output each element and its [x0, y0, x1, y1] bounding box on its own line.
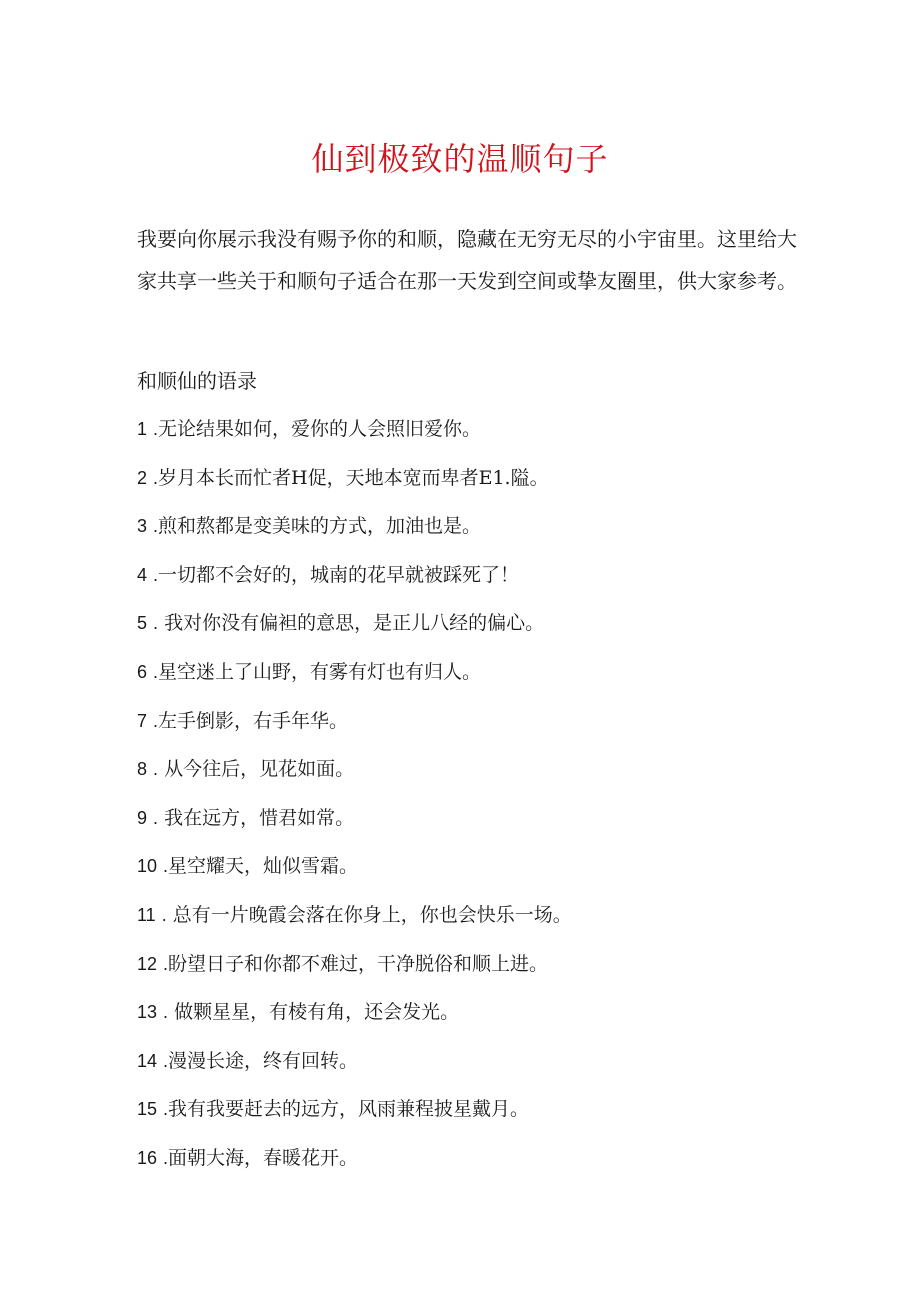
list-item-text: 面朝大海，春暖花开。 [168, 1146, 359, 1169]
list-item [137, 1046, 817, 1095]
list-item-number: 11 [137, 904, 156, 925]
list-item [137, 657, 817, 706]
list-item-dot: . [153, 467, 159, 488]
list-item [137, 754, 817, 803]
list-item-number: 14 [137, 1050, 158, 1071]
list-item-text: 从今往后，见花如面。 [158, 758, 355, 781]
list-item-number: 8 [137, 759, 148, 780]
list-item-dot: . [153, 759, 159, 780]
list-item [137, 706, 817, 755]
list-item-text: 盼望日子和你都不难过，干净脱俗和顺上进。 [168, 952, 549, 975]
list-item-text: 漫漫长途，终有回转。 [168, 1049, 359, 1072]
list-item-number: 1 [137, 419, 148, 439]
list-item [137, 803, 817, 852]
list-item-text: 星空迷上了山野，有雾有灯也有归人。 [158, 660, 482, 683]
list-item-number: 5 [137, 613, 148, 634]
list-item-number: 10 [137, 856, 158, 877]
list-item-dot: . [153, 516, 159, 537]
list-item-text: 星空耀天，灿似雪霜。 [168, 855, 359, 878]
list-item-dot: . [163, 1147, 169, 1168]
list-item-text: 我有我要赶去的远方，风雨兼程披星戴月。 [168, 1098, 530, 1121]
list-item [137, 900, 817, 949]
list-item-number: 13 [137, 1002, 158, 1023]
list-item-dot: . [163, 953, 169, 974]
list-item-dot: . [153, 419, 159, 439]
list-item [137, 1094, 817, 1143]
list-item-number: 9 [137, 807, 148, 828]
list-item-number: 7 [137, 710, 148, 731]
list-item-dot: . [153, 710, 159, 731]
list-item [137, 414, 817, 463]
list-item-text: 左手倒影，右手年华。 [158, 709, 349, 732]
list-item-text: 我对你没有偏袒的意思，是正儿八经的偏心。 [158, 612, 545, 635]
list-item [137, 608, 817, 657]
list-item-dot: . [161, 904, 167, 925]
list-item-dot: . [153, 613, 159, 634]
document-title: 仙到极致的温顺句子 [311, 140, 609, 178]
list-item-text: 总有一片晚霞会落在你身上，你也会快乐一场。 [166, 903, 572, 926]
list-item-text: 煎和熬都是变美味的方式，加油也是。 [158, 515, 482, 538]
list-item-number: 15 [137, 1099, 158, 1120]
intro-paragraph: 我要向你展示我没有赐予你的和顺，隐藏在无穷无尽的小宇宙里。这里给大家共享一些关于和顺句子适合在那一天发到空间或挚友圈里，供大家参考。 [137, 227, 797, 293]
list-item-dot: . [163, 1050, 169, 1071]
list-item-number: 6 [137, 661, 148, 682]
quote-list [137, 414, 817, 1192]
list-item-number: 4 [137, 564, 148, 585]
list-item-number: 2 [137, 467, 148, 488]
list-item [137, 560, 817, 609]
list-item [137, 511, 817, 560]
list-item-number: 16 [137, 1147, 158, 1168]
list-item-text: 一切都不会好的，城南的花早就被踩死了！ [158, 563, 520, 586]
list-item-dot: . [163, 1099, 169, 1120]
list-item-dot: . [153, 661, 159, 682]
list-item [137, 463, 817, 512]
list-item [137, 997, 817, 1046]
list-item-text: 岁月本长而忙者H促，天地本宽而卑者E1.隘。 [158, 466, 549, 489]
list-item-dot: . [153, 564, 159, 585]
list-item-dot: . [153, 807, 159, 828]
list-item-number: 3 [137, 516, 148, 537]
section-subheading: 和顺仙的语录 [137, 369, 257, 393]
list-item [137, 851, 817, 900]
list-item-dot: . [163, 1002, 169, 1023]
list-item-text: 无论结果如何，爱你的人会照旧爱你。 [158, 418, 482, 440]
list-item-number: 12 [137, 953, 158, 974]
list-item-text: 做颗星星，有棱有角，还会发光。 [168, 1001, 460, 1024]
list-item [137, 1143, 817, 1192]
list-item [137, 949, 817, 998]
list-item-dot: . [163, 856, 169, 877]
list-item-text: 我在远方，惜君如常。 [158, 806, 355, 829]
